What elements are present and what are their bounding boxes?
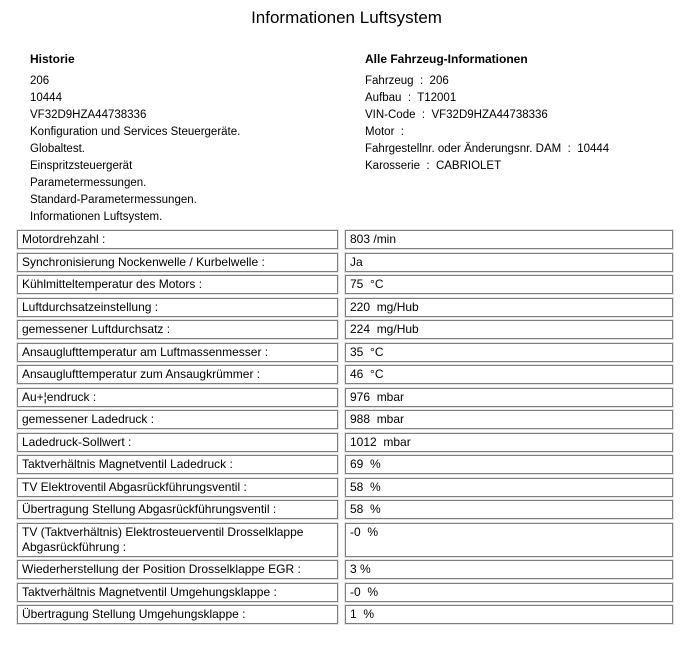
measurement-label-cell: Luftdurchsatzeinstellung : xyxy=(17,298,338,317)
measurement-label-cell: Au+¦endruck : xyxy=(17,388,338,407)
measurement-label-cell: Ansauglufttemperatur am Luftmassenmesser : xyxy=(17,343,338,362)
measurement-row xyxy=(17,253,693,272)
history-item: Informationen Luftsystem. xyxy=(30,211,163,223)
vehicle-info-item: Karosserie : CABRIOLET xyxy=(365,160,502,172)
history-item: Standard-Parametermessungen. xyxy=(30,194,197,206)
history-item: 10444 xyxy=(30,92,62,104)
measurement-label-cell: TV (Taktverhältnis) Elektrosteuerventil Drosselklappe Abgasrückführung : xyxy=(17,523,338,557)
measurement-value-cell: -0 % xyxy=(345,583,673,602)
measurement-label-cell: Motordrehzahl : xyxy=(17,230,338,249)
measurement-label-cell: gemessener Ladedruck : xyxy=(17,410,338,429)
measurement-value-cell: 46 °C xyxy=(345,365,673,384)
measurement-row xyxy=(17,365,693,384)
measurement-label-cell: Ladedruck-Sollwert : xyxy=(17,433,338,452)
measurement-value-cell: 75 °C xyxy=(345,275,673,294)
measurement-label-cell: Kühlmitteltemperatur des Motors : xyxy=(17,275,338,294)
measurement-row xyxy=(17,560,693,579)
measurement-row xyxy=(17,455,693,474)
measurement-value-cell: -0 % xyxy=(345,523,673,557)
measurement-label-cell: Übertragung Stellung Abgasrückführungsventil : xyxy=(17,500,338,519)
measurement-row xyxy=(17,343,693,362)
measurement-value-cell: 976 mbar xyxy=(345,388,673,407)
vehicle-info-panel xyxy=(365,52,685,226)
history-item: Einspritzsteuergerät xyxy=(30,160,133,172)
vehicle-info-heading: Alle Fahrzeug-Informationen xyxy=(365,52,528,66)
history-item: VF32D9HZA44738336 xyxy=(30,109,147,121)
vehicle-info-item: Aufbau : T12001 xyxy=(365,92,457,104)
measurement-label-cell: Taktverhältnis Magnetventil Ladedruck : xyxy=(17,455,338,474)
measurement-row xyxy=(17,410,693,429)
measurement-row xyxy=(17,478,693,497)
measurement-value-cell: 35 °C xyxy=(345,343,673,362)
measurement-label-cell: Wiederherstellung der Position Drosselklappe EGR : xyxy=(17,560,338,579)
measurement-value-cell: 224 mg/Hub xyxy=(345,320,673,339)
measurement-row xyxy=(17,388,693,407)
measurement-value-cell: 58 % xyxy=(345,500,673,519)
history-heading: Historie xyxy=(30,52,75,66)
measurement-label-cell: Synchronisierung Nockenwelle / Kurbelwelle : xyxy=(17,253,338,272)
measurement-label-cell: TV Elektroventil Abgasrückführungsventil : xyxy=(17,478,338,497)
measurement-value-cell: 1012 mbar xyxy=(345,433,673,452)
history-panel xyxy=(30,52,365,226)
measurement-row xyxy=(17,523,693,557)
vehicle-info-item: Fahrzeug : 206 xyxy=(365,75,449,87)
history-item: Globaltest. xyxy=(30,143,85,155)
history-item: Konfiguration und Services Steuergeräte. xyxy=(30,126,241,138)
history-item: 206 xyxy=(30,75,50,87)
measurement-value-cell: 988 mbar xyxy=(345,410,673,429)
measurement-value-cell: Ja xyxy=(345,253,673,272)
measurement-row xyxy=(17,433,693,452)
measurement-value-cell: 69 % xyxy=(345,455,673,474)
measurement-value-cell: 1 % xyxy=(345,605,673,624)
measurement-value-cell: 58 % xyxy=(345,478,673,497)
measurement-value-cell: 220 mg/Hub xyxy=(345,298,673,317)
history-item: Parametermessungen. xyxy=(30,177,147,189)
vehicle-info-item: Fahrgestellnr. oder Änderungsnr. DAM : 10444 xyxy=(365,143,610,155)
measurement-row xyxy=(17,605,693,624)
measurement-row xyxy=(17,230,693,249)
measurements-table xyxy=(0,230,693,624)
vehicle-info-item: VIN-Code : VF32D9HZA44738336 xyxy=(365,109,548,121)
measurement-row xyxy=(17,320,693,339)
measurement-label-cell: Taktverhältnis Magnetventil Umgehungsklappe : xyxy=(17,583,338,602)
measurement-value-cell: 803 /min xyxy=(345,230,673,249)
measurement-label-cell: Ansauglufttemperatur zum Ansaugkrümmer : xyxy=(17,365,338,384)
measurement-row xyxy=(17,298,693,317)
measurement-label-cell: Übertragung Stellung Umgehungsklappe : xyxy=(17,605,338,624)
measurement-label-cell: gemessener Luftdurchsatz : xyxy=(17,320,338,339)
header-section xyxy=(0,52,693,226)
measurement-row xyxy=(17,275,693,294)
measurement-row xyxy=(17,583,693,602)
measurement-value-cell: 3 % xyxy=(345,560,673,579)
page-title: Informationen Luftsystem xyxy=(251,8,442,27)
vehicle-info-item: Motor : xyxy=(365,126,404,138)
measurement-row xyxy=(17,500,693,519)
